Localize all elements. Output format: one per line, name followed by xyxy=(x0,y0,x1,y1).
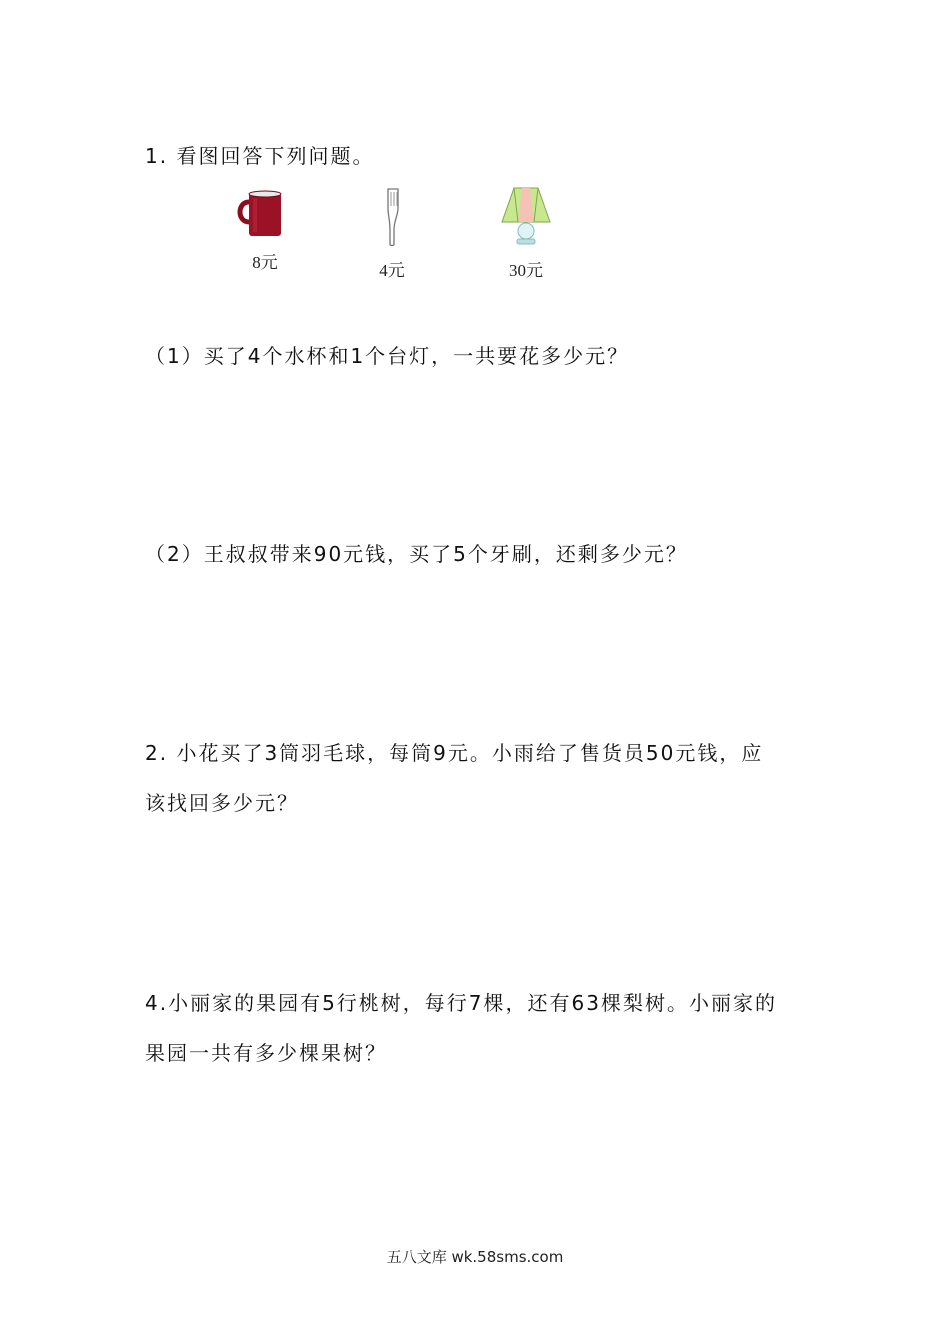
question-1-title: 1. 看图回答下列问题。 xyxy=(145,144,375,168)
toothbrush-price: 4元 xyxy=(379,261,405,280)
question-4-line-1: 4.小丽家的果园有5行桃树，每行7棵，还有63棵梨树。小丽家的 xyxy=(145,991,777,1015)
question-1-sub-2: （2）王叔叔带来90元钱，买了5个牙刷，还剩多少元？ xyxy=(145,542,688,566)
mug-price: 8元 xyxy=(252,253,278,272)
toothbrush-item xyxy=(352,186,432,281)
question-1-sub-1: （1）买了4个水杯和1个台灯，一共要花多少元？ xyxy=(145,344,630,368)
mug-item xyxy=(225,188,305,273)
footer-watermark: 五八文库 wk.58sms.com xyxy=(386,1248,564,1266)
lamp-price: 30元 xyxy=(509,261,543,280)
mug-icon xyxy=(235,188,295,240)
lamp-icon xyxy=(496,184,556,248)
toothbrush-icon xyxy=(372,186,412,248)
question-2-line-2: 该找回多少元？ xyxy=(145,791,299,815)
question-4-line-2: 果园一共有多少棵果树？ xyxy=(145,1041,387,1065)
question-2-line-1: 2. 小花买了3筒羽毛球，每筒9元。小雨给了售货员50元钱，应 xyxy=(145,741,764,765)
lamp-item xyxy=(486,184,566,281)
